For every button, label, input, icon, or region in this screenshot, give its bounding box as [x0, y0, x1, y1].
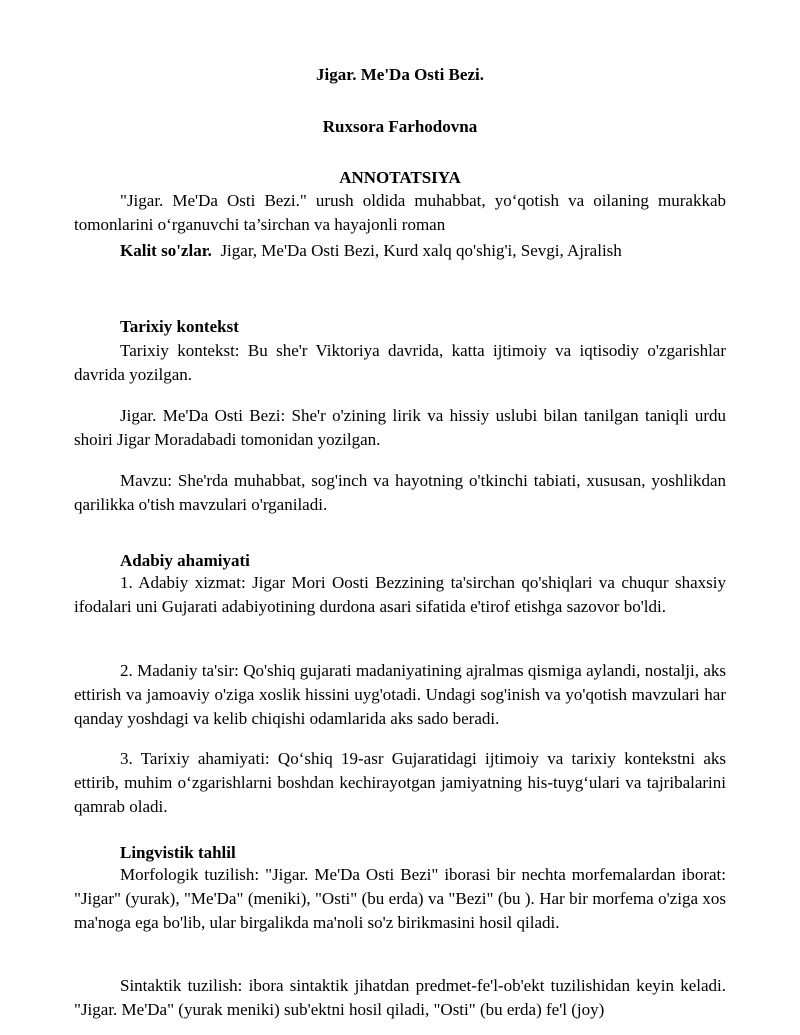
historical-paragraph-3: Mavzu: She'rda muhabbat, sog'inch va hayotning o'tkinchi tabiati, xususan, yoshlikdan qarilikka o'tish mavzulari o'rganiladi. [74, 471, 726, 514]
keywords-label: Kalit so'zlar. [120, 241, 212, 260]
linguistic-paragraph-2: Sintaktik tuzilish: ibora sintaktik jihatdan predmet-fe'l-ob'ekt tuzilishidan keyin keladi. "Jigar. Me'Da" (yurak meniki) sub'ektni hosil qiladi, "Osti" (bu erda) fe'l (joy) [74, 976, 726, 1019]
author-name: Ruxsora Farhodovna [322, 117, 478, 136]
section-heading-historical: Tarixiy kontekst [120, 317, 239, 336]
literary-paragraph-3: 3. Tarixiy ahamiyati: Qo‘shiq 19-asr Gujaratidagi ijtimoiy va tarixiy kontekstni aks ettirib, muhim o‘zgarishlarni boshdan kechirayotgan jamiyatning his-tuyg‘ulari va tajribalarini qamrab oladi. [74, 749, 726, 816]
literary-paragraph-2: 2. Madaniy ta'sir: Qo'shiq gujarati madaniyatining ajralmas qismiga aylandi, nostalji, aks ettirish va jamoaviy o'ziga xoslik hissini uyg'otadi. Undagi sog'inish va yo'qotish mavzulari har qanday yoshdagi va kelib chiqishi odamlarida aks sado beradi. [74, 661, 726, 728]
literary-paragraph-1: 1. Adabiy xizmat: Jigar Mori Oosti Bezzining ta'sirchan qo'shiqlari va chuqur shaxsiy ifodalari uni Gujarati adabiyotining durdona asari sifatida e'tirof etishga sazovor bo'ldi. [74, 573, 726, 616]
historical-paragraph-1: Tarixiy kontekst: Bu she'r Viktoriya davrida, katta ijtimoiy va iqtisodiy o'zgarishlar davrida yozilgan. [74, 341, 726, 384]
annotation-heading: ANNOTATSIYA [339, 168, 461, 187]
document-title: Jigar. Me'Da Osti Bezi. [316, 65, 484, 84]
keywords-line [120, 239, 622, 263]
section-heading-literary: Adabiy ahamiyati [120, 551, 250, 570]
keywords-text: Jigar, Me'Da Osti Bezi, Kurd xalq qo'shig'i, Sevgi, Ajralish [220, 241, 622, 260]
historical-paragraph-2: Jigar. Me'Da Osti Bezi: She'r o'zining lirik va hissiy uslubi bilan tanilgan taniqli urdu shoiri Jigar Moradabadi tomonidan yozilgan. [74, 406, 726, 449]
section-heading-linguistic: Lingvistik tahlil [120, 843, 236, 862]
annotation-text: "Jigar. Me'Da Osti Bezi." urush oldida muhabbat, yo‘qotish va oilaning murakkab tomonlarini o‘rganuvchi ta’sirchan va hayajonli roman [74, 191, 726, 234]
linguistic-paragraph-1: Morfologik tuzilish: "Jigar. Me'Da Osti Bezi" iborasi bir nechta morfemalardan iborat: "Jigar" (yurak), "Me'Da" (meniki), "Osti" (bu erda) va "Bezi" (bu ). Har bir morfema o'ziga xos ma'noga ega bo'lib, ular birgalikda ma'noli so'z birikmasini hosil qiladi. [74, 865, 726, 932]
